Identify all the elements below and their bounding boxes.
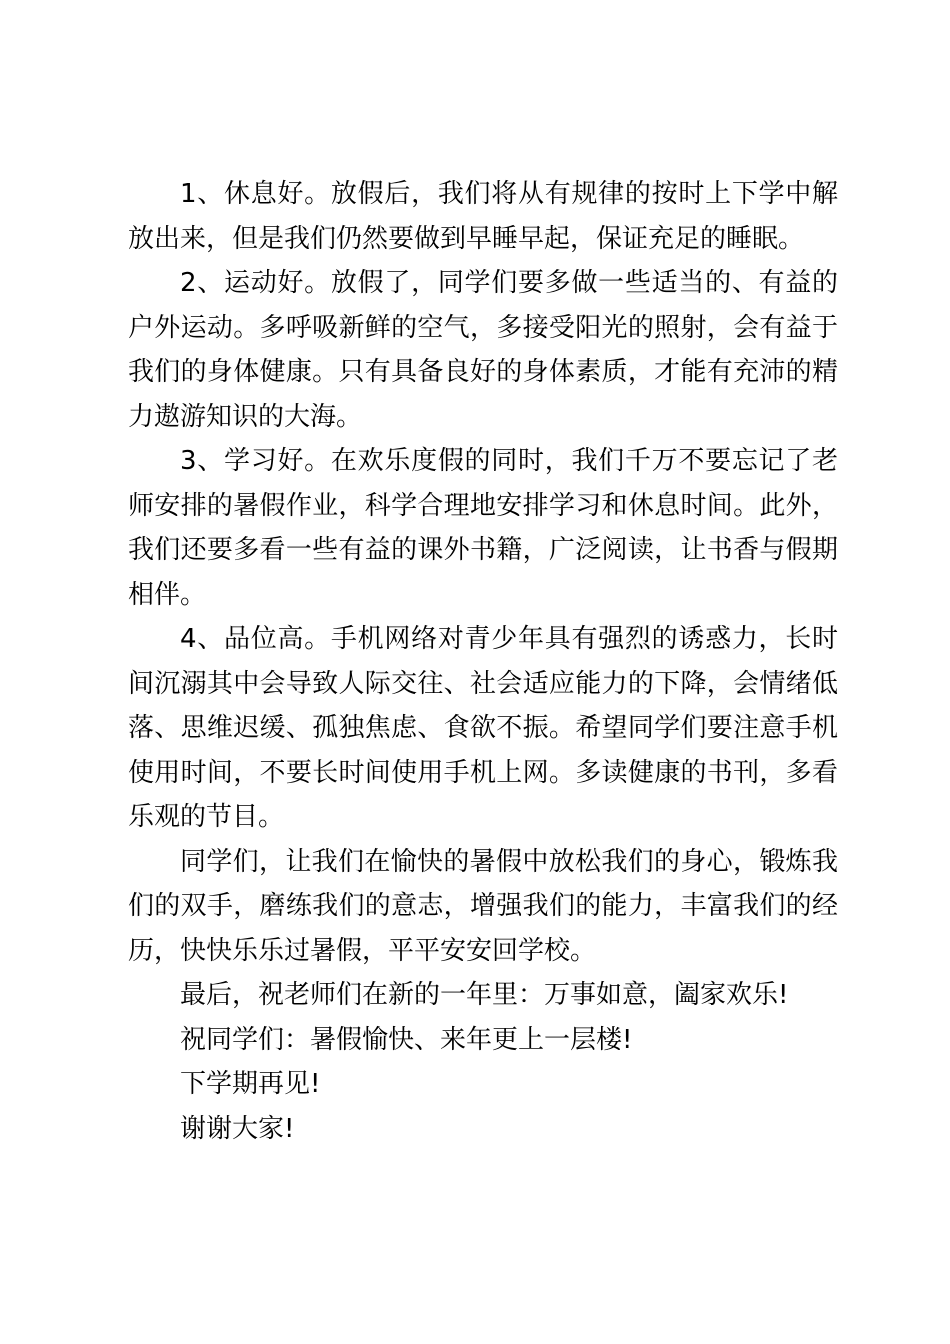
paragraph-rest: 1、休息好。放假后，我们将从有规律的按时上下学中解放出来，但是我们仍然要做到早睡早起，保证充足的睡眠。 <box>128 179 838 254</box>
closing-wish-teachers: 最后，祝老师们在新的一年里：万事如意，阖家欢乐! <box>180 980 789 1010</box>
paragraph-taste: 4、品位高。手机网络对青少年具有强烈的诱惑力，长时间沉溺其中会导致人际交往、社会适应能力的下降，会情绪低落、思维迟缓、孤独焦虑、食欲不振。希望同学们要注意手机使用时间，不要长时间使用手机上网。多读健康的书刊，多看乐观的节目。 <box>128 624 838 832</box>
paragraph-exercise: 2、运动好。放假了，同学们要多做一些适当的、有益的户外运动。多呼吸新鲜的空气，多接受阳光的照射，会有益于我们的身体健康。只有具备良好的身体素质，才能有充沛的精力遨游知识的大海。 <box>128 268 838 432</box>
closing-see-you: 下学期再见! <box>180 1069 321 1099</box>
closing-wish-students: 祝同学们：暑假愉快、来年更上一层楼! <box>180 1024 633 1055</box>
paragraph-summary: 同学们，让我们在愉快的暑假中放松我们的身心，锻炼我们的双手，磨练我们的意志，增强我们的能力，丰富我们的经历，快快乐乐过暑假，平平安安回学校。 <box>128 846 838 966</box>
paragraph-study: 3、学习好。在欢乐度假的同时，我们千万不要忘记了老师安排的暑假作业，科学合理地安排学习和休息时间。此外，我们还要多看一些有益的课外书籍，广泛阅读，让书香与假期相伴。 <box>128 446 838 610</box>
closing-thanks: 谢谢大家! <box>180 1113 295 1144</box>
document-body <box>128 172 838 1151</box>
